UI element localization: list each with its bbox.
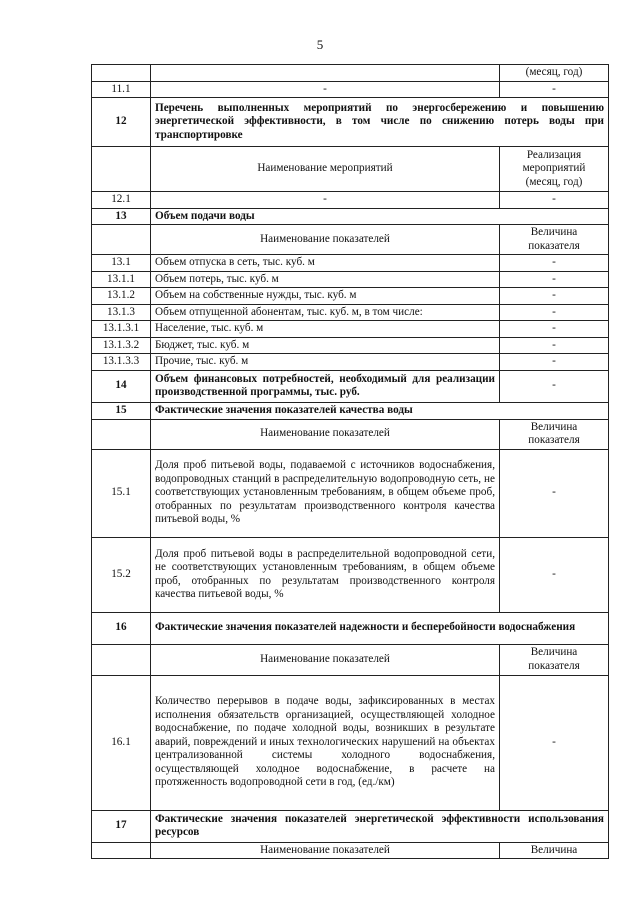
section-number: 15 [92, 402, 151, 419]
cell-num [92, 419, 151, 449]
section-row [92, 370, 609, 402]
cell-value: - [500, 288, 609, 305]
cell-name: - [151, 192, 500, 209]
table-row [92, 81, 609, 98]
cell-value: - [500, 304, 609, 321]
column-header-name: Наименование показателей [151, 225, 500, 255]
table-row [92, 255, 609, 272]
cell-num [92, 644, 151, 675]
column-header-value: Величина [500, 842, 609, 859]
section-title: Перечень выполненных мероприятий по энергосбережению и повышению энергетической эффективности, в том числе по снижению потерь воды при транспортировке [151, 98, 609, 147]
section-row [92, 208, 609, 225]
table-row [92, 354, 609, 371]
section-title: Фактические значения показателей надежности и бесперебойности водоснабжения [151, 612, 609, 644]
column-header-value: Величина показателя [500, 225, 609, 255]
row-number: 13.1.1 [92, 271, 151, 288]
table-row [92, 65, 609, 82]
cell-value: - [500, 321, 609, 338]
table-row [92, 337, 609, 354]
cell-name: Объем на собственные нужды, тыс. куб. м [151, 288, 500, 305]
cell-name: Доля проб питьевой воды в распределительной водопроводной сети, не соответствующих установленным требованиям, в общем объеме проб, отобранных по результатам производственного контроля качества питьевой воды, % [151, 537, 500, 612]
table-row [92, 304, 609, 321]
cell-name: Количество перерывов в подаче воды, зафиксированных в местах исполнения обязательств организацией, осуществляющей холодное водоснабжение, по подаче холодной воды, возникших в результате аварий, повреждений и иных технологических нарушений на объектах централизованной системы холодного водоснабжения, осуществляющей холодное водоснабжение, в расчете на протяженность водопроводной сети в год, (ед./км) [151, 675, 500, 810]
cell-value: - [500, 449, 609, 537]
cell-value: - [500, 370, 609, 402]
cell-name: Население, тыс. куб. м [151, 321, 500, 338]
header-row [92, 644, 609, 675]
column-header-value: Реализация мероприятий (месяц, год) [500, 147, 609, 192]
row-number: 13.1.3.3 [92, 354, 151, 371]
cell-value: - [500, 255, 609, 272]
table-row [92, 288, 609, 305]
section-title: Объем подачи воды [151, 208, 609, 225]
cell-name: Доля проб питьевой воды, подаваемой с источников водоснабжения, водопроводных станций в распределительную водопроводную сеть, не соответствующих установленным требованиям, в общем объеме проб, отобранных по результатам производственного контроля качества питьевой воды, % [151, 449, 500, 537]
section-number: 13 [92, 208, 151, 225]
row-number: 15.2 [92, 537, 151, 612]
header-row [92, 225, 609, 255]
table-row [92, 537, 609, 612]
column-header-value: Величина показателя [500, 644, 609, 675]
column-header-name: Наименование показателей [151, 842, 500, 859]
row-number: 13.1.3.1 [92, 321, 151, 338]
report-table [91, 64, 609, 859]
row-number: 13.1 [92, 255, 151, 272]
cell-name: Объем отпуска в сеть, тыс. куб. м [151, 255, 500, 272]
cell-value: - [500, 675, 609, 810]
row-number: 13.1.3.2 [92, 337, 151, 354]
cell-num [92, 225, 151, 255]
table-row [92, 675, 609, 810]
table-row [92, 321, 609, 338]
section-title: Фактические значения показателей качества воды [151, 402, 609, 419]
section-title: Объем финансовых потребностей, необходимый для реализации производственной программы, тыс. руб. [151, 370, 500, 402]
cell-name: Объем отпущенной абонентам, тыс. куб. м, в том числе: [151, 304, 500, 321]
cell-num [92, 147, 151, 192]
cell-value: - [500, 192, 609, 209]
column-header-name: Наименование показателей [151, 644, 500, 675]
table-row [92, 449, 609, 537]
table-row [92, 192, 609, 209]
column-header-name: Наименование показателей [151, 419, 500, 449]
cell-value: - [500, 537, 609, 612]
section-number: 12 [92, 98, 151, 147]
cell-name: Бюджет, тыс. куб. м [151, 337, 500, 354]
page-number: 5 [316, 37, 324, 52]
row-number: 15.1 [92, 449, 151, 537]
header-row [92, 419, 609, 449]
cell-name: - [151, 81, 500, 98]
cell-name [151, 65, 500, 82]
cell-value: - [500, 271, 609, 288]
cell-name: Объем потерь, тыс. куб. м [151, 271, 500, 288]
cell-num [92, 842, 151, 859]
cell-value: - [500, 337, 609, 354]
table-row [92, 271, 609, 288]
cell-value: (месяц, год) [500, 65, 609, 82]
row-number: 13.1.2 [92, 288, 151, 305]
header-row [92, 147, 609, 192]
column-header-value: Величина показателя [500, 419, 609, 449]
row-number: 12.1 [92, 192, 151, 209]
cell-num [92, 65, 151, 82]
section-number: 17 [92, 810, 151, 842]
row-number: 16.1 [92, 675, 151, 810]
section-row [92, 810, 609, 842]
section-title: Фактические значения показателей энергетической эффективности использования ресурсов [151, 810, 609, 842]
header-row [92, 842, 609, 859]
section-row [92, 98, 609, 147]
column-header-name: Наименование мероприятий [151, 147, 500, 192]
cell-value: - [500, 354, 609, 371]
section-number: 14 [92, 370, 151, 402]
cell-name: Прочие, тыс. куб. м [151, 354, 500, 371]
row-number: 11.1 [92, 81, 151, 98]
row-number: 13.1.3 [92, 304, 151, 321]
cell-value: - [500, 81, 609, 98]
section-row [92, 402, 609, 419]
section-number: 16 [92, 612, 151, 644]
section-row [92, 612, 609, 644]
